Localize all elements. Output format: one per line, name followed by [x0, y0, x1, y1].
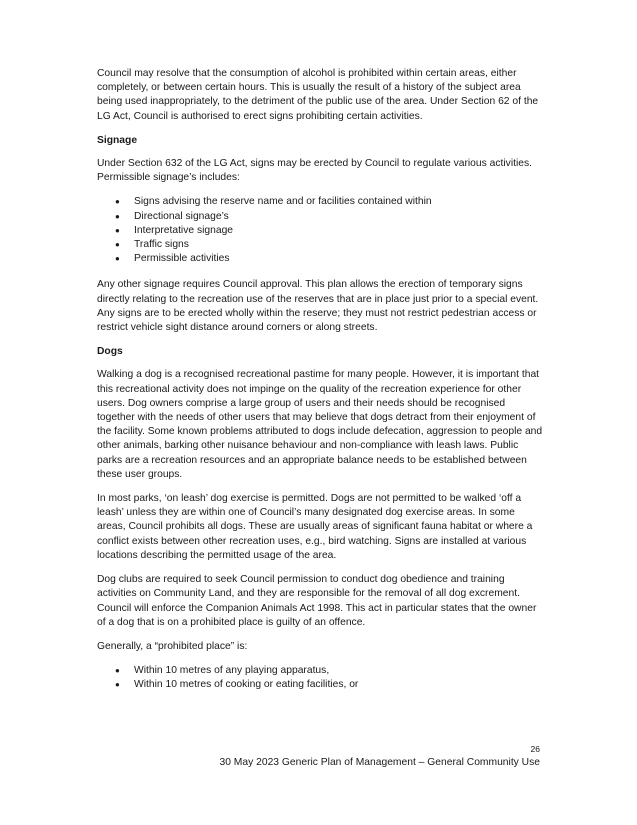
list-item: ● Signs advising the reserve name and or facilities contained within: [97, 195, 544, 209]
signage-heading: Signage: [97, 134, 138, 146]
dogs-paragraph-2: In most parks, ‘on leash’ dog exercise is permitted. Dogs are not permitted to be walked ‘off a leash’ unless they are within one of Council’s many designated dog exercise areas. In some areas, Council prohibits all dogs. These are usually areas of significant fauna habitat or where a conflict exists between other recreation uses, e.g., bird watching. Signs are installed at various locations describing the permitted usage of the area.: [97, 493, 533, 561]
list-item: ● Within 10 metres of any playing apparatus,: [97, 664, 544, 678]
list-item: ● Within 10 metres of cooking or eating facilities, or: [97, 678, 544, 692]
page-number: 26: [530, 744, 540, 754]
dogs-paragraph-1: Walking a dog is a recognised recreational pastime for many people. However, it is important that this recreational activity does not impinge on the quality of the recreation experience for other users. Dog owners comprise a large group of users and their needs should be recognised together with the needs of other users that may believe that dogs detract from their enjoyment of the facility. Some known problems attributed to dogs include defecation, aggression to people and other animals, barking other nuisance behaviour and non-compliance with leash laws. Public parks are a recreation resources and an appropriate balance needs to be established between these user groups.: [97, 369, 543, 480]
prohibited-place-list: [97, 664, 544, 692]
signage-paragraph-2: Any other signage requires Council approval. This plan allows the erection of temporary signs directly relating to the recreation use of the reserves that are in place just prior to a special event. Any signs are to be erected wholly within the reserve; they must not restrict pedestrian access or restrict vehicle sight distance around corners or along streets.: [97, 279, 539, 334]
dogs-paragraph-3: Dog clubs are required to seek Council permission to conduct dog obedience and training activities on Community Land, and they are responsible for the removal of all dog excrement. Council will enforce the Companion Animals Act 1998. This act in particular states that the owner of a dog that is on a prohibited place is guilty of an offence.: [97, 574, 537, 628]
dogs-heading: Dogs: [97, 346, 123, 358]
list-item: ● Traffic signs: [97, 238, 544, 252]
page-footer: [219, 742, 540, 770]
intro-paragraph: Council may resolve that the consumption of alcohol is prohibited within certain areas, either completely, or between certain hours. This is usually the result of a history of the subject area being used inappropriately, to the detriment of the public use of the area. Under Section 62 of the LG Act, Council is authorised to erect signs prohibiting certain activities.: [97, 68, 539, 122]
dogs-paragraph-4: Generally, a “prohibited place” is:: [97, 640, 248, 652]
signage-list: [97, 195, 544, 266]
footer-text: 30 May 2023 Generic Plan of Management – General Community Use: [219, 757, 540, 768]
signage-paragraph-1: Under Section 632 of the LG Act, signs may be erected by Council to regulate various activities. Permissible signage’s includes:: [97, 158, 532, 184]
list-item: ● Interpretative signage: [97, 224, 544, 238]
list-item: ● Permissible activities: [97, 252, 544, 266]
list-item: ● Directional signage’s: [97, 210, 544, 224]
document-body: [97, 67, 544, 705]
